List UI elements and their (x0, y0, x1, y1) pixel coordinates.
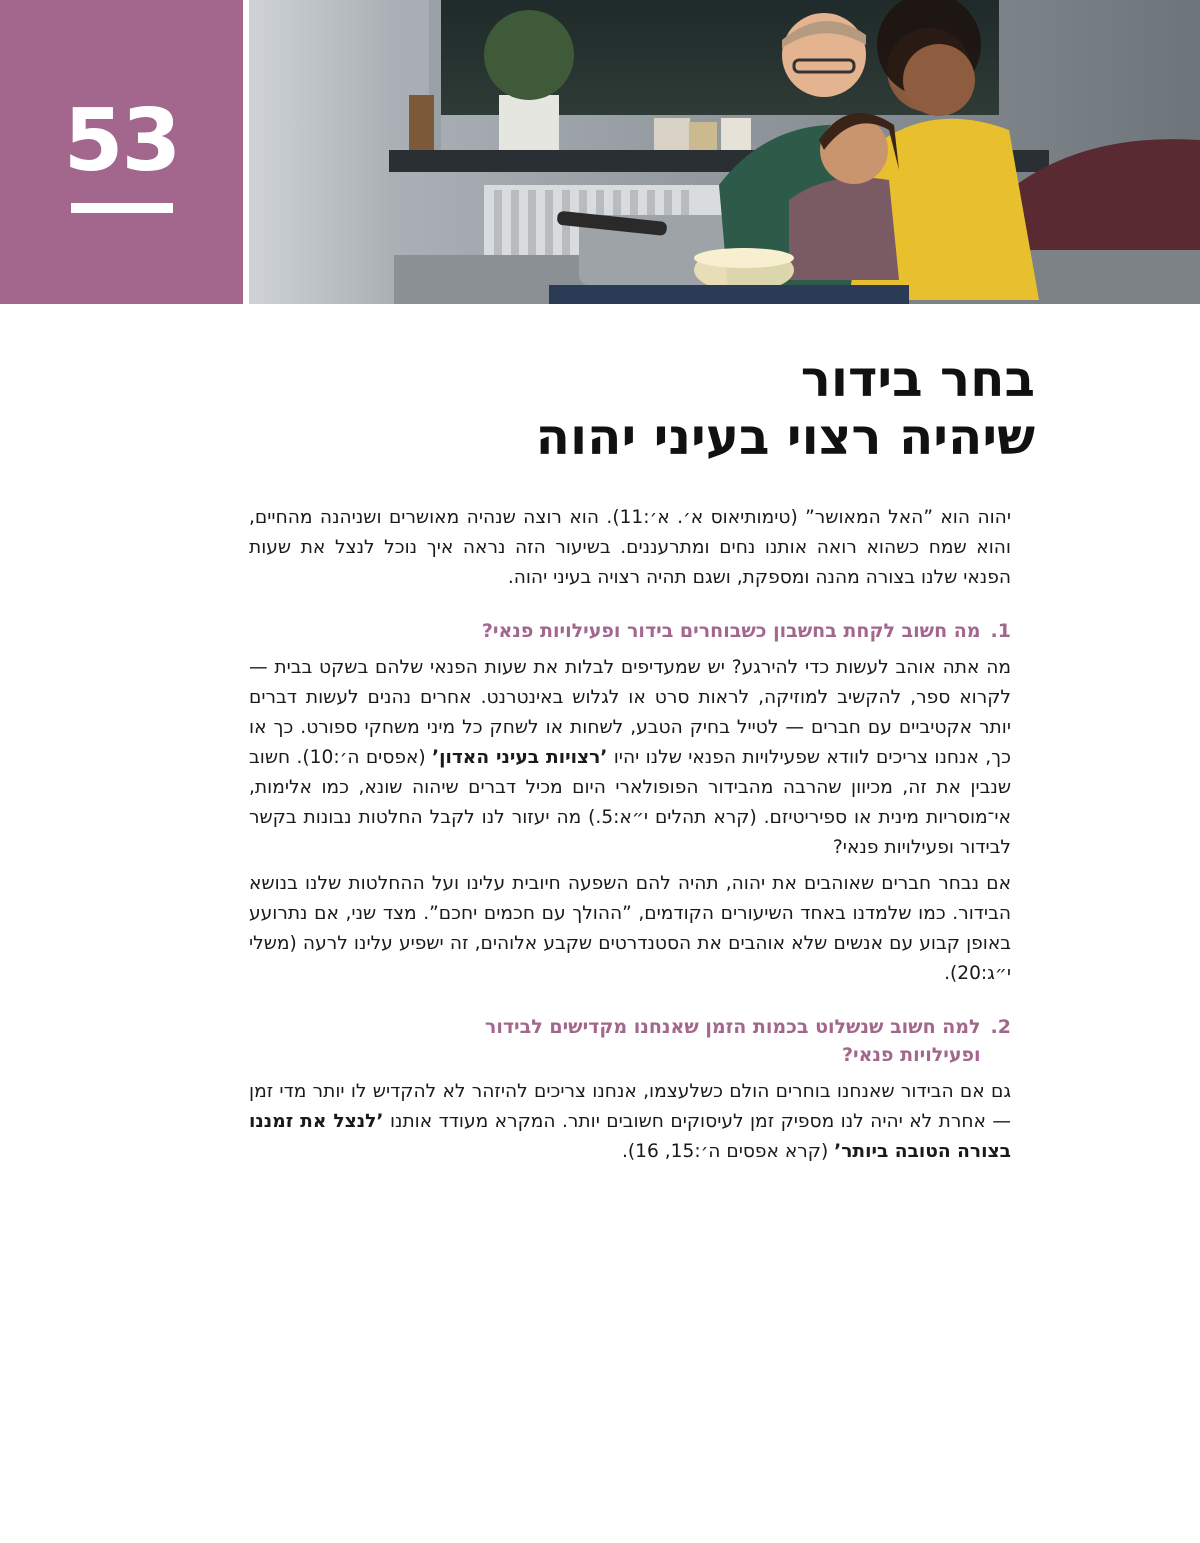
intro-paragraph: יהוה הוא ”האל המאושר” (טימותיאוס א׳. א׳:11). הוא רוצה שנהיה מאושרים ושניהנה מהחיים, והוא שמח כשהוא רואה אותנו נחים ומתרעננים. בשיעור הזה נראה איך נוכל לנצל את שעות הפנאי שלנו בצורה מהנה ומספקת, ושגם תהיה רצויה בעיני יהוה. (249, 507, 1011, 588)
lesson-number-underline (71, 203, 173, 213)
section-1-paragraph-1-start: מה אתה אוהב לעשות כדי להירגע? יש שמעדיפים לבלות את שעות הפנאי שלהם בשקט בבית — לקרוא ספר, להקשיב למוזיקה, לראות סרט או לגלוש באינטרנט. אחרים נהנים לעשות דברים יותר אקטיביים עם חברים — לטייל בחיק הטבע, לשחות או לשחק כל מיני משחקי ספורט. כך או כך, אנחנו צריכים לוודא שפעילויות הפנאי שלנו יהיו (249, 657, 1011, 768)
section-1-paragraph-1-end: (אפסים ה׳:10). חשוב שנבין את זה, מכיוון שהרבה מהבידור הפופולארי היום מכיל דברים שיהוה שונא, כמו אלימות, אי־מוסריות מינית או ספיריטיזם. (קרא תהלים י״א:5.) מה יעזור לנו לקבל החלטות נבונות בקשר לבידור ופעילויות פנאי? (249, 747, 1011, 858)
question-1-number: 1. (990, 620, 1011, 642)
question-2 (249, 1013, 1011, 1069)
section-1-scripture-quote: ’רצויות בעיני האדון’ (432, 747, 608, 768)
question-2-text: למה חשוב שנשלוט בכמות הזמן שאנחנו מקדישים לבידור ופעילויות פנאי? (484, 1016, 981, 1066)
section-1-paragraph-2: אם נבחר חברים שאוהבים את יהוה, תהיה להם השפעה חיובית עלינו ועל ההחלטות שלנו בנושא הבידור. כמו שלמדנו באחד השיעורים הקודמים, ”ההולך עם חכמים יחכם”. מצד שני, אם נתרועע באופן קבוע עם אנשים שלא אוהבים את הסטנדרטים שקבע אלוהים, זה ישפיע עלינו לרעה (משלי י״ג:20). (249, 873, 1011, 984)
lesson-title (235, 350, 1035, 466)
question-1-text: מה חשוב לקחת בחשבון כשבוחרים בידור ופעילויות פנאי? (481, 620, 981, 642)
lesson-body (249, 503, 1011, 1173)
section-2-paragraph-1-end: (קרא אפסים ה׳:15, 16). (621, 1141, 835, 1162)
section-2-scripture-quote: ’לנצל את זמננו בצורה הטובה ביותר’ (249, 1111, 1011, 1162)
lesson-title-line-1: בחר בידור (800, 350, 1035, 408)
lesson-number-box (0, 0, 243, 304)
question-2-number: 2. (990, 1016, 1011, 1038)
lesson-title-line-2: שיהיה רצוי בעיני יהוה (535, 408, 1035, 466)
section-1-paragraph-1 (249, 653, 1011, 863)
question-1 (249, 617, 1011, 645)
section-2-paragraph-1-start: גם אם הבידור שאנחנו בוחרים הולם כשלעצמו, אנחנו צריכים להיזהר לא להקדיש לו יותר מדי זמן — אחרת לא יהיה לנו מספיק זמן לעיסוקים חשובים יותר. המקרא מעודד אותנו (249, 1081, 1011, 1132)
section-2-paragraph-1 (249, 1077, 1011, 1167)
lesson-number: 53 (63, 91, 180, 191)
family-watching-tv-image (249, 0, 1200, 304)
